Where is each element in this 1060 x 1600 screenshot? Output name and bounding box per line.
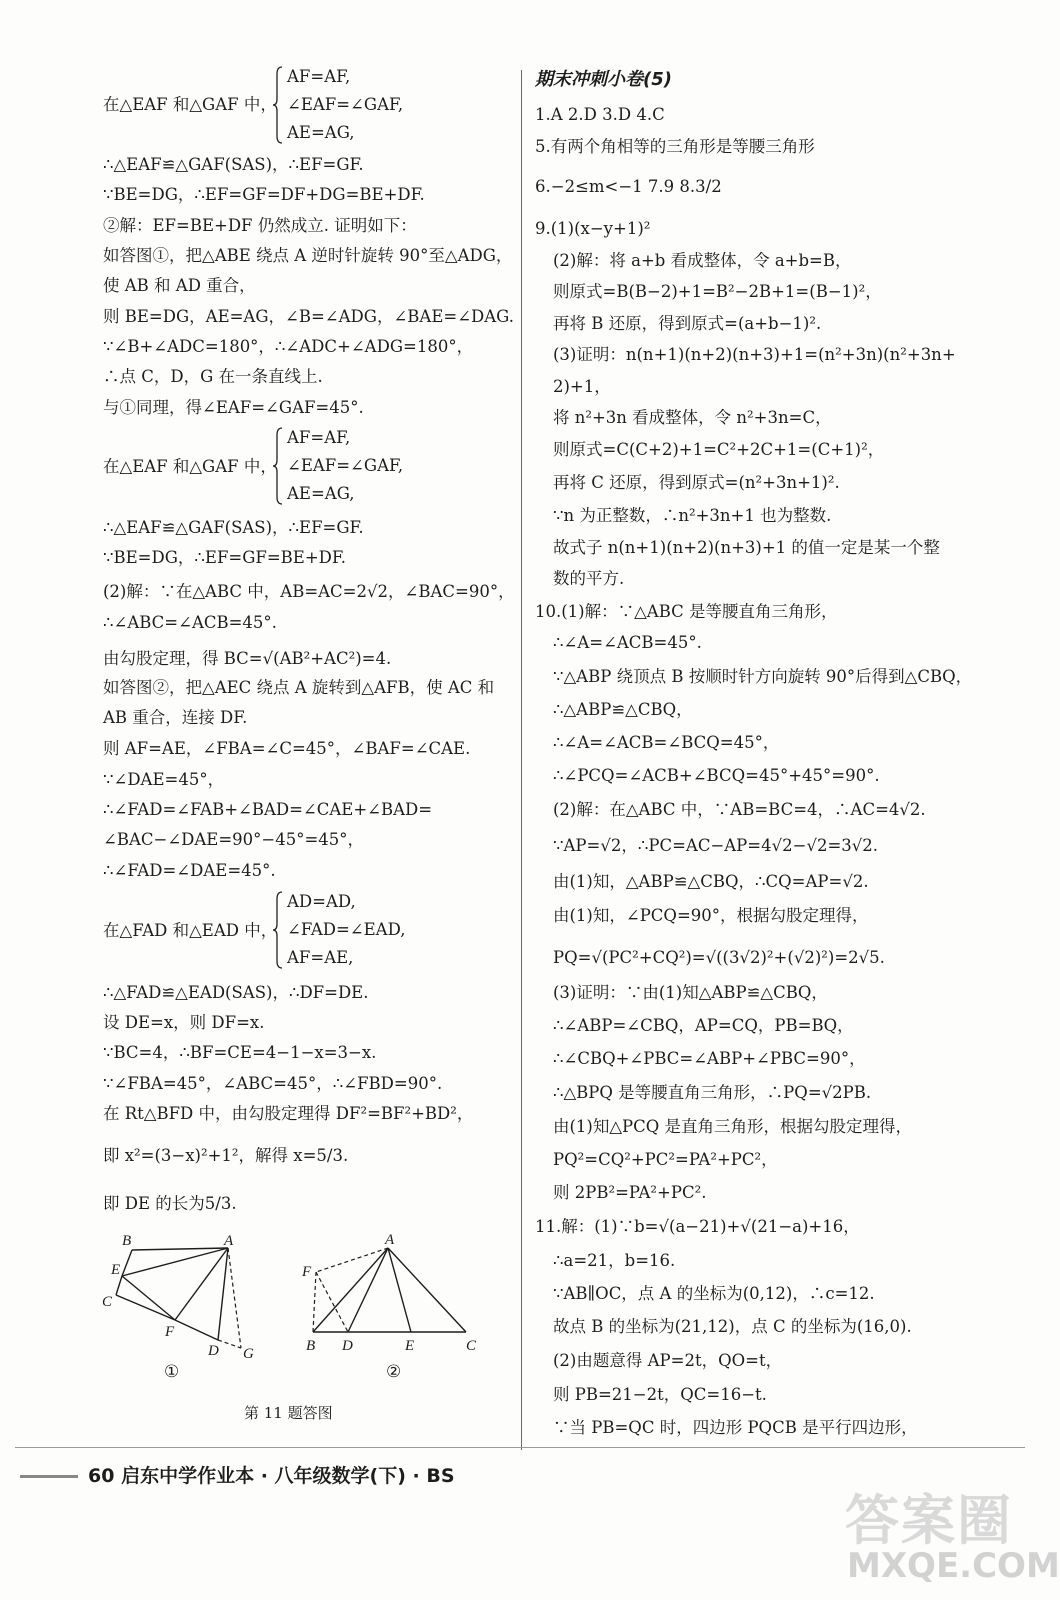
- column-divider: [521, 70, 522, 1450]
- text-line: 6.−2≤m<−1 7.9 8.3/2: [535, 177, 722, 196]
- text-line: 由(1)知，△ABP≌△CBQ，∴CQ=AP=√2.: [553, 872, 869, 891]
- segment-CF: [116, 1295, 175, 1320]
- system-row: AF=AF,: [287, 428, 351, 447]
- system-row: AE=AG,: [287, 123, 355, 142]
- text-line: ∵当 PB=QC 时，四边形 PQCB 是平行四边形，: [553, 1418, 918, 1437]
- segment-AE: [122, 1248, 228, 1276]
- text-line: (2)由题意得 AP=2t，QO=t，: [553, 1351, 783, 1370]
- text-line: 11.解：(1)∵b=√(a−21)+√(21−a)+16，: [535, 1217, 860, 1236]
- text-line: 2)+1，: [553, 377, 611, 396]
- text-line: ∴∠ABP=∠CBQ，AP=CQ，PB=BQ，: [553, 1016, 854, 1035]
- text-line: 则 AF=AE，∠FBA=∠C=45°，∠BAF=∠CAE.: [103, 739, 471, 758]
- system-row: ∠EAF=∠GAF,: [287, 456, 404, 475]
- text-line: 数的平方.: [553, 569, 625, 588]
- text-line: 如答图①，把△ABE 绕点 A 逆时针旋转 90°至△ADG，: [103, 246, 513, 265]
- footer-rule: [15, 1447, 1025, 1448]
- text-line: PQ=√(PC²+CQ²)=√((3√2)²+(√2)²)=2√5.: [553, 948, 885, 967]
- system-row: AF=AF,: [287, 67, 351, 86]
- footer-bar: [20, 1475, 78, 1478]
- figure-caption: 第 11 题答图: [244, 1404, 333, 1422]
- text-line: ∴∠CBQ+∠PBC=∠ABP+∠PBC=90°，: [553, 1049, 866, 1068]
- system-prefix: 在△EAF 和△GAF 中，: [103, 95, 277, 114]
- segment-AB: [313, 1248, 388, 1332]
- point-label: B: [306, 1338, 316, 1354]
- watermark-url: MXQE.COM: [847, 1546, 1060, 1586]
- text-line: 由(1)知，∠PCQ=90°，根据勾股定理得，: [553, 906, 869, 925]
- point-label: E: [111, 1262, 121, 1278]
- text-line: (3)证明：∵由(1)知△ABP≌△CBQ，: [553, 983, 828, 1002]
- point-label: B: [122, 1233, 132, 1249]
- text-line: ∠BAC−∠DAE=90°−45°=45°，: [103, 830, 365, 849]
- point-label: E: [405, 1338, 415, 1354]
- text-line: 再将 B 还原，得到原式=(a+b−1)².: [553, 314, 822, 333]
- text-line: ∴∠A=∠ACB=∠BCQ=45°，: [553, 733, 780, 752]
- segment-AG: [228, 1248, 241, 1348]
- text-line: ∵BE=DG，∴EF=GF=DF+DG=BE+DF.: [103, 185, 425, 204]
- text-line: 9.(1)(x−y+1)²: [535, 219, 651, 238]
- text-line: ②解：EF=BE+DF 仍然成立. 证明如下：: [103, 216, 417, 235]
- point-label: F: [165, 1324, 175, 1340]
- text-line: ∴△FAD≌△EAD(SAS)，∴DF=DE.: [103, 983, 369, 1002]
- text-line: 与①同理，得∠EAF=∠GAF=45°.: [103, 398, 364, 417]
- text-line: 由(1)知△PCQ 是直角三角形，根据勾股定理得，: [553, 1117, 913, 1136]
- segment-EC: [116, 1276, 122, 1295]
- page-footer: [20, 1461, 455, 1488]
- text-line: AB 重合，连接 DF.: [103, 708, 248, 727]
- system-row: AD=AD,: [287, 892, 356, 911]
- text-line: ∵n 为正整数，∴n²+3n+1 也为整数.: [553, 506, 832, 525]
- text-line: ∴∠FAD=∠DAE=45°.: [103, 861, 276, 880]
- segment-FB: [313, 1272, 316, 1332]
- text-line: ∴△BPQ 是等腰直角三角形，∴PQ=√2PB.: [553, 1083, 872, 1102]
- point-label: D: [208, 1343, 219, 1359]
- text-line: ∴∠ABC=∠ACB=45°.: [103, 613, 277, 632]
- point-label: C: [102, 1294, 113, 1310]
- system-row: AE=AG,: [287, 484, 355, 503]
- text-line: 则 PB=21−2t，QC=16−t.: [553, 1385, 767, 1404]
- segment-BA: [132, 1248, 228, 1250]
- point-label: C: [466, 1338, 477, 1354]
- point-label: A: [385, 1232, 395, 1248]
- segment-AD: [348, 1248, 388, 1332]
- text-line: 5.有两个角相等的三角形是等腰三角形: [535, 137, 815, 156]
- system-prefix: 在△FAD 和△EAD 中，: [103, 921, 278, 940]
- text-line: 则 2PB²=PA²+PC².: [553, 1183, 707, 1202]
- text-line: ∵∠DAE=45°，: [103, 770, 225, 789]
- text-line: 1.A 2.D 3.D 4.C: [535, 105, 665, 124]
- text-line: 即 DE 的长为5/3.: [103, 1194, 237, 1213]
- text-line: 设 DE=x，则 DF=x.: [103, 1013, 265, 1032]
- watermark-logo: 答案圈: [845, 1489, 1013, 1552]
- point-label: G: [243, 1346, 254, 1362]
- text-line: 使 AB 和 AD 重合，: [103, 276, 256, 295]
- text-line: ∴点 C，D，G 在一条直线上.: [103, 367, 323, 386]
- text-line: 则原式=B(B−2)+1=B²−2B+1=(B−1)²，: [553, 282, 882, 301]
- text-line: ∴∠PCQ=∠ACB+∠BCQ=45°+45°=90°.: [553, 766, 880, 785]
- text-line: 故点 B 的坐标为(21,12)，点 C 的坐标为(16,0).: [553, 1317, 912, 1336]
- page-number: 60: [88, 1465, 115, 1487]
- point-label: F: [302, 1264, 312, 1280]
- text-line: ∵BC=4，∴BF=CE=4−1−x=3−x.: [103, 1043, 377, 1062]
- text-line: 在 Rt△BFD 中，由勾股定理得 DF²=BF²+BD²，: [103, 1104, 474, 1123]
- text-line: ∵∠B+∠ADC=180°，∴∠ADC+∠ADG=180°，: [103, 337, 474, 356]
- segment-DG: [218, 1340, 241, 1348]
- text-line: ∵BE=DG，∴EF=GF=BE+DF.: [103, 548, 347, 567]
- text-line: PQ²=CQ²+PC²=PA²+PC²，: [553, 1150, 778, 1169]
- segment-EF: [122, 1276, 175, 1320]
- point-label: A: [224, 1233, 234, 1249]
- text-line: (2)解：将 a+b 看成整体，令 a+b=B，: [553, 251, 852, 270]
- figure-2-label: ②: [386, 1362, 402, 1382]
- book-title: 启东中学作业本 · 八年级数学(下) · BS: [121, 1465, 455, 1487]
- segment-AD: [218, 1248, 228, 1340]
- text-line: (2)解：在△ABC 中，∵AB=BC=4，∴AC=4√2.: [553, 800, 926, 819]
- text-line: 将 n²+3n 看成整体，令 n²+3n=C，: [553, 408, 832, 427]
- text-line: 即 x²=(3−x)²+1²，解得 x=5/3.: [103, 1146, 349, 1165]
- segment-AF: [175, 1248, 228, 1320]
- figure-1-label: ①: [164, 1362, 180, 1382]
- system-prefix: 在△EAF 和△GAF 中，: [103, 457, 277, 476]
- text-line: 则原式=C(C+2)+1=C²+2C+1=(C+1)²，: [553, 440, 885, 459]
- system-row: ∠EAF=∠GAF,: [287, 95, 404, 114]
- text-line: ∵AB∥OC，点 A 的坐标为(0,12)，∴c=12.: [553, 1284, 875, 1303]
- text-line: ∵△ABP 绕顶点 B 按顺时针方向旋转 90°后得到△CBQ，: [553, 667, 973, 686]
- figure-2: [298, 1230, 493, 1360]
- text-line: 则 BE=DG，AE=AG，∠B=∠ADG，∠BAE=∠DAG.: [103, 307, 515, 326]
- text-line: 再将 C 还原，得到原式=(n²+3n+1)².: [553, 473, 840, 492]
- system-row: ∠FAD=∠EAD,: [287, 920, 406, 939]
- point-label: D: [342, 1338, 353, 1354]
- segment-FD: [175, 1320, 218, 1340]
- text-line: (2)解：∵在△ABC 中，AB=AC=2√2，∠BAC=90°，: [103, 582, 515, 601]
- text-line: (3)证明：n(n+1)(n+2)(n+3)+1=(n²+3n)(n²+3n+: [553, 345, 956, 364]
- text-line: ∴△EAF≌△GAF(SAS)，∴EF=GF.: [103, 518, 364, 537]
- text-line: ∴△ABP≌△CBQ，: [553, 700, 693, 719]
- text-line: ∴∠A=∠ACB=45°.: [553, 633, 702, 652]
- text-line: ∵AP=√2，∴PC=AC−AP=4√2−√2=3√2.: [553, 836, 879, 855]
- text-line: ∴a=21，b=16.: [553, 1251, 676, 1270]
- figure-1: [98, 1230, 268, 1365]
- segment-BE: [122, 1250, 132, 1276]
- text-line: 故式子 n(n+1)(n+2)(n+3)+1 的值一定是某一个整: [553, 538, 940, 557]
- text-line: 10.(1)解：∵△ABC 是等腰直角三角形，: [535, 602, 838, 621]
- watermark: [845, 1478, 1060, 1593]
- text-line: ∵∠FBA=45°，∠ABC=45°，∴∠FBD=90°.: [103, 1074, 443, 1093]
- text-line: 如答图②，把△AEC 绕点 A 旋转到△AFB，使 AC 和: [103, 678, 495, 697]
- text-line: ∴△EAF≌△GAF(SAS)，∴EF=GF.: [103, 155, 364, 174]
- text-line: ∴∠FAD=∠FAB+∠BAD=∠CAE+∠BAD=: [103, 800, 433, 819]
- text-line: 由勾股定理，得 BC=√(AB²+AC²)=4.: [103, 649, 392, 668]
- system-row: AF=AE,: [287, 948, 354, 967]
- section-title: 期末冲刺小卷(5): [535, 69, 672, 90]
